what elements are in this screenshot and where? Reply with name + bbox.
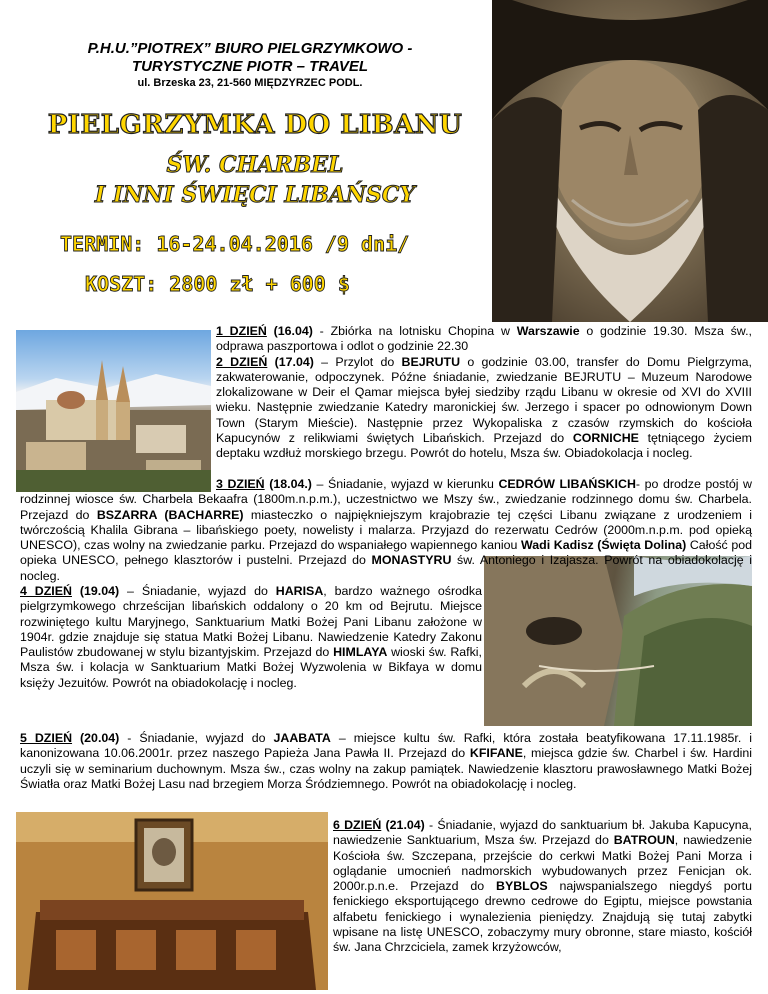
day-description: , nawiedzenie Kościoła św. Szczepana, przejście do cerkwi Matki Bożej Pani Morza i oglądanie umocnień nadmorskich wybudowanych przez Fenicjan ok. 2000r.p.n.e. Przejazd do xyxy=(333,833,752,894)
agency-name-line1: P.H.U.”PIOTREX” BIURO PIELGRZYMKOWO - xyxy=(87,40,413,57)
place-name: BYBLOS xyxy=(496,879,548,894)
day-entry xyxy=(333,818,752,956)
itinerary-block-5 xyxy=(333,818,752,956)
day-description: , miejsca gdzie św. Charbel i św. Hardini uczyli się w seminarium duchownym. Msza św., czas wolny na zakup pamiątek. Nawiedzenie klasztoru prawosławnego Matki Bożej Światła oraz Matki Bożej Lasu nad brzegiem Morza Śródziemnego. Powrót na obiadokolację i nocleg. xyxy=(20,746,752,791)
place-name: JAABATA xyxy=(273,731,331,745)
day-date: (18.04.) xyxy=(269,477,312,491)
day-description: - Śniadanie, wyjazd do xyxy=(119,731,274,745)
itinerary-block-1 xyxy=(216,324,752,462)
subtitle-line2: I INNI ŚWIĘCI LIBAŃSCY xyxy=(94,182,416,208)
place-name: BSZARRA (BACHARRE) xyxy=(96,507,244,522)
place-name: CEDRÓW LIBAŃSKICH xyxy=(498,477,636,491)
day-label: 2 DZIEŃ xyxy=(216,354,268,369)
day-description: - po drodze postój w rodzinnej wiosce św. Charbela Bekaafra (1800m.n.p.m.), uczestnictwo we Mszy św., zwiedzanie rodzinnego domu św. Charbela. Przejazd do xyxy=(20,477,752,522)
day-description: wioski św. Rafki, Msza św. i kolacja w Sanktuarium Matki Bożej Wyzwolenia w Bikfaya w domu księży Jezuitów. Powrót na obiadokolację i nocleg. xyxy=(20,645,482,690)
day-description: – miejsce kultu św. Rafki, która została beatyfikowana 17.11.1985r. i kanonizowana 10.06.2001r. przez naszego Papieża Jana Pawła II. Przejazd do xyxy=(20,731,752,761)
itinerary-block-2 xyxy=(20,477,752,584)
day-description: – Śniadanie, wyjazd w kierunku xyxy=(311,477,499,491)
day-description: - Śniadanie, wyjazd do sanktuarium bł. Jakuba Kapucyna, nawiedzenie Sanktuarium, Msza św. Przejazd do xyxy=(333,818,752,848)
page-title: PIELGRZYMKA DO LIBANU xyxy=(47,110,463,140)
place-name: BEJRUTU xyxy=(401,354,461,369)
day-label: 1 DZIEŃ xyxy=(216,324,267,338)
place-name: BATROUN xyxy=(613,833,675,848)
itinerary-block-3 xyxy=(20,584,752,691)
bsharri-town-photo xyxy=(16,330,211,492)
day-entry xyxy=(216,355,752,462)
place-name: HIMLAYA xyxy=(333,645,388,660)
day-description: tętniącego życiem deptaku wzdłuż morskiego brzegu. Powrót do hotelu, Msza św. Obiadokolacja i nocleg. xyxy=(216,431,752,461)
day-description: o godzinie 03.00, transfer do Domu Pielgrzyma, zakwaterowanie, odpoczynek. Późne śniadanie, zwiedzanie BEJRUTU – Muzeum Narodowe zlokalizowane w Deir el Qamar miejsca byłej siedziby rządu Libanu w okresie od XVI do XVIII wieku. Następnie zwiedzanie Katedry maronickiej św. Jerzego i spacer po odnowionym Down Town (Starym Mieście). Następnie przez Wykopaliska z czasów rzymskich do kościoła Kapucynów z relikwiami świętych Libańskich. Przejazd do xyxy=(216,354,752,446)
place-name: MONASTYRU xyxy=(371,553,452,568)
day-label: 5 DZIEŃ xyxy=(20,731,73,745)
day-description: o godzinie 19.30. Msza św., odprawa paszportowa i odlot o godzinie 22.30 xyxy=(216,324,752,354)
charbel-tomb-shrine-photo xyxy=(16,812,328,990)
day-date: (19.04) xyxy=(79,584,120,598)
day-date: (17.04) xyxy=(274,354,314,369)
agency-name-line2: TURYSTYCZNE PIOTR – TRAVEL xyxy=(131,58,369,75)
place-name: KFIFANE xyxy=(469,746,523,761)
day-entry xyxy=(20,584,482,691)
page-subtitle xyxy=(20,150,490,210)
trip-cost: KOSZT: 2800 zł + 600 $ xyxy=(85,272,350,296)
day-description: miasteczko o najpiękniejszym krajobrazie tej części Libanu związane z urodzeniem i twórczością Khalila Gibrana – libańskiego poety, nowelisty i malarza. Przyjazd do rezerwatu Cedrów (2000m.n.p.m. pod opieką UNESCO), czas wolny na zwiedzanie parku. Przejazd do wspaniałego wapiennego kaniou xyxy=(20,507,752,553)
day-description: , bardzo ważnego ośrodka pielgrzymkowego chrześcijan libańskich oddalony o 20 km od Bejrutu. Miejsce rozwiniętego kultu Maryjnego, Sanktuarium Matki Bożej Pani Libanu założone w 1904r. gdzie znajduje się statua Matki Bożej Libanu. Nawiedzenie Katedry Zakonu Paulistów zbudowanej w stylu bizantyjskim. Przejazd do xyxy=(20,584,482,660)
day-description: - Zbiórka na lotnisku Chopina w xyxy=(312,324,517,338)
agency-address: ul. Brzeska 23, 21-560 MIĘDZYRZEC PODL. xyxy=(137,77,363,89)
itinerary-block-4 xyxy=(20,731,752,792)
day-entry xyxy=(216,324,752,355)
place-name: Wadi Kadisz (Święta Dolina) xyxy=(521,538,687,553)
day-date: (21.04) xyxy=(385,818,425,832)
day-description: najwspanialszego niegdyś portu fenickiego eksportującego drewno cedrowe do Egiptu, miejsce powstania alfabetu fenickiego i wynalezienia pieniędzy. Znajdują się tutaj zabytki wpisane na listę UNESCO, zobaczymy mury obronne, stare miasto, kościół św. Jana Chrzciciela, zamek krzyżowców, xyxy=(333,879,752,955)
day-label: 3 DZIEŃ xyxy=(216,477,265,491)
day-label: 6 DZIEŃ xyxy=(333,818,382,832)
place-name: HARISA xyxy=(275,584,324,598)
subtitle-line1: ŚW. CHARBEL xyxy=(166,152,344,178)
saint-charbel-portrait xyxy=(492,0,768,322)
day-date: (16.04) xyxy=(273,324,313,338)
day-entry xyxy=(20,477,752,584)
trip-dates: TERMIN: 16-24.04.2016 /9 dni/ xyxy=(60,232,410,256)
day-label: 4 DZIEŃ xyxy=(20,584,72,598)
day-entry xyxy=(20,731,752,792)
place-name: CORNICHE xyxy=(572,431,639,446)
day-description: – Przylot do xyxy=(313,354,402,369)
day-description: św. Antoniego i Izajasza. Powrót na obiadokolację i nocleg. xyxy=(20,553,753,583)
agency-name xyxy=(20,40,480,76)
day-description: – Śniadanie, wyjazd do xyxy=(119,584,276,598)
day-description: Całość pod opieka UNESCO, pełnego klasztorów i pustelni. Przejazd do xyxy=(20,538,753,568)
day-date: (20.04) xyxy=(80,731,120,745)
place-name: Warszawie xyxy=(516,324,580,338)
